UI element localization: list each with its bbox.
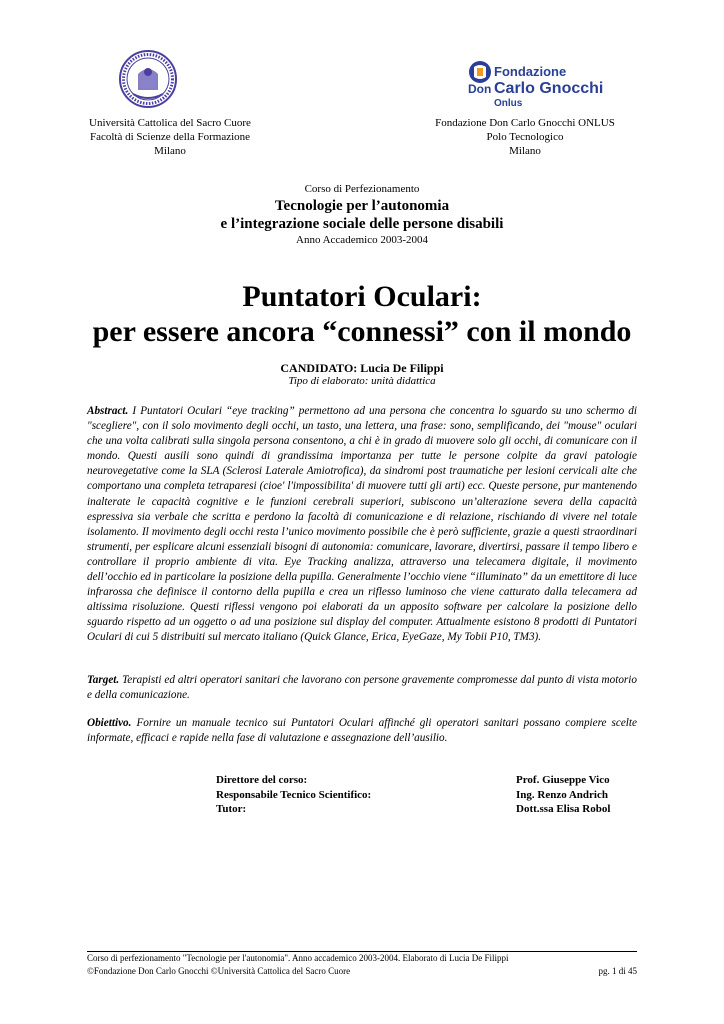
footer-course-info: Corso di perfezionamento "Tecnologie per l'autonomia". Anno accademico 2003-2004. Elaborato di Lucia De Filippi bbox=[87, 953, 509, 963]
academic-year: Anno Accademico 2003-2004 bbox=[296, 234, 428, 246]
staff-names bbox=[516, 773, 610, 817]
abstract-text: I Puntatori Oculari “eye tracking” permettono ad una persona che concentra lo sguardo su uno schermo di "scegliere", con il solo movimento degli occhi, un tasto, una lettera, una frase: sono, semplificando, dei "mouse" oculari che una volta calibrati sulla singola persona consentono, a chi è in grado di muovere solo gli occhi, di comunicare con il mondo. Questi ausili sono quindi di grandissima importanza per tutte le persone colpite da gravi patologie neurovegetative come la SLA (Sclerosi Laterale Amiotrofica), da sindromi post traumatiche per lesioni cervicali alte che comportano una completa tetraparesi (cioe' l'impossibilita' di muovere tutti gli arti) ecc. Queste persone, pur mantenendo inalterate le capacità cognitive e le funzioni cerebrali superiori, subiscono un’alterazione severa della capacità espressiva sia verbale che scritta e perdono la facoltà di comunicazione e di relazione, rischiando di vivere nel totale isolamento. Il movimento degli occhi resta l’unico movimento possibile che è però sufficiente, grazie a questi straordinari strumenti, per esplicare alcuni essenziali bisogni di autonomia: comunicare, lavorare, divertirsi, passare il tempo libero e controllare il proprio ambiente di vita. Eye Tracking analizza, attraverso una telecamera digitale, il movimento dell’occhio ed in particolare la posizione della pupilla. Generalmente l’occhio viene “illuminato” da un emettitore di luce infrarossa che definisce il contorno della pupilla e crea un riflesso luminoso che viene catturato dalla telecamera ad altissima risoluzione. Questi riflessi vengono poi elaborati da un apposito software per calcolare la posizione dello sguardo rispetto ad un oggetto o ad una posizione sul display del computer. Attualmente esistono 8 prodotti di Puntatori Oculari di cui 5 distribuiti sul mercato italiano (Quick Glance, Erica, EyeGaze, My Tobii P10, TM3). bbox=[87, 405, 637, 644]
staff-name: Prof. Giuseppe Vico bbox=[516, 774, 610, 786]
header-right-line: Fondazione Don Carlo Gnocchi ONLUS bbox=[435, 117, 615, 129]
target-label: Target. bbox=[87, 674, 120, 686]
course-title-line1: Tecnologie per l’autonomia bbox=[274, 198, 450, 214]
fondazione-logo bbox=[466, 58, 611, 108]
page-number: pg. 1 di 45 bbox=[598, 966, 637, 976]
header-left-line: Milano bbox=[154, 145, 186, 157]
objective-text: Fornire un manuale tecnico sui Puntatori Oculari affinché gli operatori sanitari possano compiere scelte informate, efficaci e rapide nella fase di valutazione e assegnazione dell’ausilio. bbox=[87, 717, 637, 745]
header-right-line: Milano bbox=[509, 145, 541, 157]
staff-role: Direttore del corso: bbox=[216, 774, 308, 786]
candidate-name: CANDIDATO: Lucia De Filippi bbox=[280, 361, 444, 375]
logo-text-onlus: Onlus bbox=[494, 98, 523, 108]
abstract-paragraph bbox=[87, 404, 637, 646]
logo-text-fondazione: Fondazione bbox=[494, 64, 567, 79]
document-title-line1: Puntatori Oculari: bbox=[242, 280, 482, 313]
staff-name: Dott.ssa Elisa Robol bbox=[516, 803, 611, 815]
footer-copyright: ©Fondazione Don Carlo Gnocchi ©Università Cattolica del Sacro Cuore bbox=[87, 966, 351, 976]
target-paragraph bbox=[87, 673, 637, 703]
objective-paragraph bbox=[87, 716, 637, 746]
logo-text-don: Don bbox=[468, 82, 492, 96]
staff-role: Tutor: bbox=[216, 803, 247, 815]
document-title bbox=[0, 279, 724, 349]
header-left-line: Facoltà di Scienze della Formazione bbox=[89, 131, 251, 143]
target-text: Terapisti ed altri operatori sanitari che lavorano con persone gravemente compromesse dal punto di vista motorio e della comunicazione. bbox=[87, 674, 637, 702]
objective-label: Obiettivo. bbox=[87, 717, 132, 729]
header-left-line: Università Cattolica del Sacro Cuore bbox=[89, 117, 251, 129]
header-left-institution bbox=[60, 116, 280, 158]
course-label: Corso di Perfezionamento bbox=[304, 183, 420, 195]
header-right-line: Polo Tecnologico bbox=[486, 131, 564, 143]
footer-divider bbox=[87, 951, 637, 952]
course-title-line2: e l’integrazione sociale delle persone disabili bbox=[220, 216, 504, 232]
staff-role: Responsabile Tecnico Scientifico: bbox=[216, 788, 372, 801]
staff-name: Ing. Renzo Andrich bbox=[516, 788, 608, 801]
abstract-label: Abstract. bbox=[87, 405, 129, 417]
logo-text-name: Carlo Gnocchi bbox=[494, 80, 604, 97]
document-type: Tipo di elaborato: unità didattica bbox=[288, 375, 436, 387]
university-seal-icon bbox=[119, 50, 177, 108]
document-title-line2: per essere ancora “connessi” con il mondo bbox=[92, 315, 632, 348]
staff-roles bbox=[216, 773, 371, 817]
header-right-institution bbox=[420, 116, 630, 158]
